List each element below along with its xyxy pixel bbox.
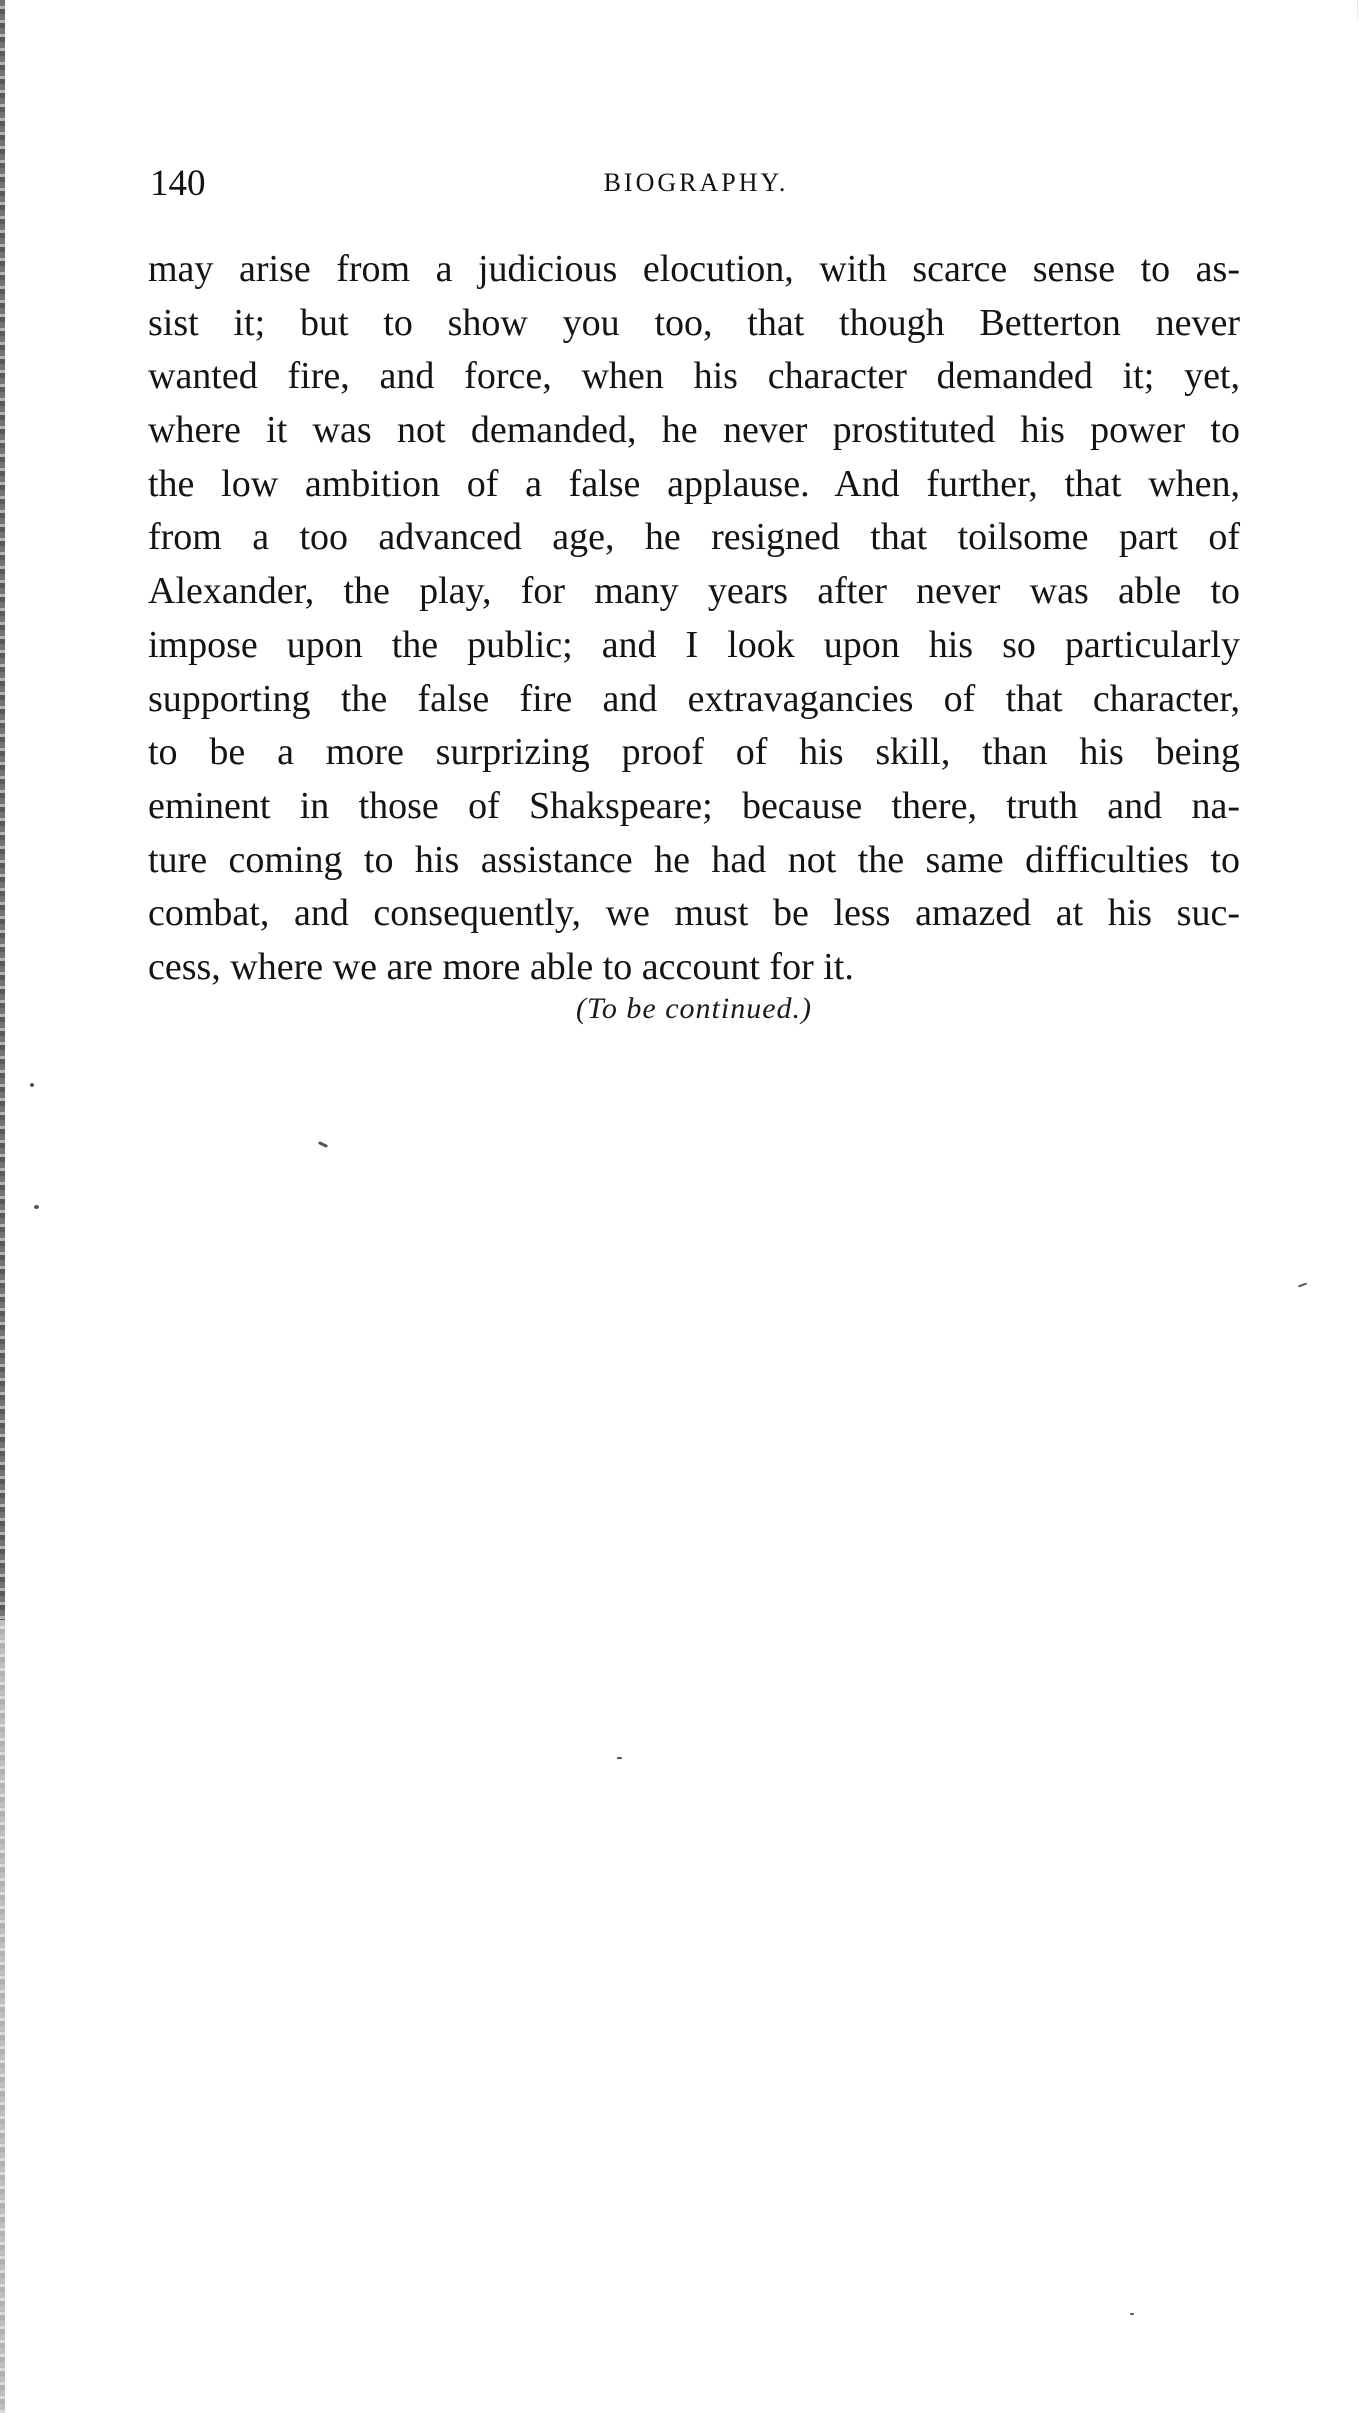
text-line: may arise from a judicious elocution, with scarce sense to as-: [148, 248, 1240, 290]
page-number: 140: [150, 163, 206, 204]
speck: [617, 1757, 622, 1759]
text-line-last: cess, where we are more able to account for it.: [148, 945, 854, 988]
text-line: where it was not demanded, he never prostituted his power to: [148, 409, 1240, 452]
speck: [1130, 2313, 1134, 2315]
running-head: [150, 162, 1242, 212]
speck: [30, 1083, 34, 1087]
text-line: from a too advanced age, he resigned that toilsome part of: [148, 516, 1240, 559]
speck: [318, 1141, 328, 1148]
speck: [34, 1205, 39, 1209]
text-line: Alexander, the play, for many years after never was able to: [148, 570, 1240, 613]
text-line: ture coming to his assistance he had not the same difficulties to: [148, 838, 1240, 881]
binding-edge: [0, 0, 5, 1620]
running-title: BIOGRAPHY.: [603, 168, 789, 197]
text-line: to be a more surprizing proof of his skill, than his being: [148, 731, 1240, 774]
speck: [1298, 1283, 1307, 1288]
text-line: the low ambition of a false applause. And further, that when,: [148, 462, 1240, 505]
text-line: supporting the false fire and extravagancies of that character,: [148, 677, 1240, 720]
continued-note: (To be continued.): [575, 992, 813, 1025]
text-line: impose upon the public; and I look upon his so particularly: [148, 623, 1240, 666]
binding-edge-lower: [0, 1620, 5, 2413]
text-line: sist it; but to show you too, that though Betterton never: [148, 301, 1240, 344]
text-line: wanted fire, and force, when his character demanded it; yet,: [148, 355, 1240, 398]
text-line: combat, and consequently, we must be less amazed at his suc-: [148, 892, 1240, 935]
text-line: eminent in those of Shakspeare; because there, truth and na-: [148, 784, 1240, 827]
body-text: [148, 243, 1240, 995]
page-edge-mark: [1357, 0, 1372, 20]
